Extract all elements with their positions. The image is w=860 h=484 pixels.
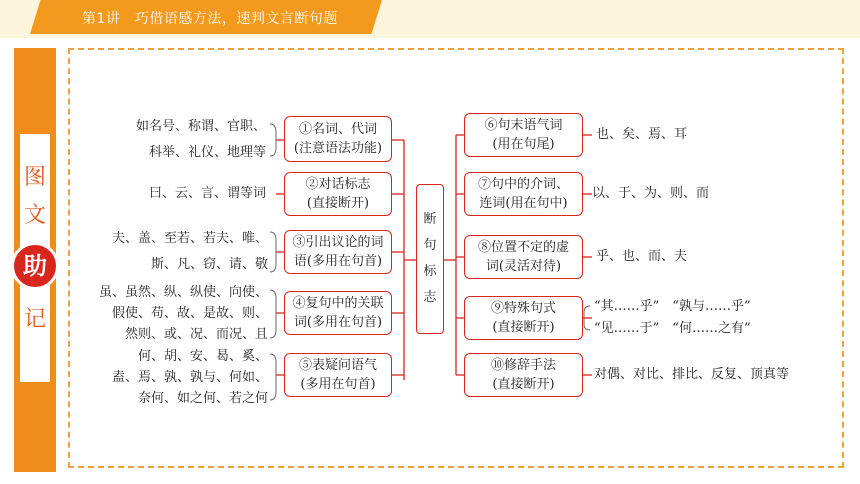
right-box-3-line-1: ⑧位置不定的虚 <box>477 240 569 255</box>
center-char-2: 句 <box>423 238 437 253</box>
left-box-4 <box>284 291 392 335</box>
right-box-5-line-2: (直接断开) <box>492 377 555 392</box>
left-text-2-line-1: 曰、云、言、谓等词 <box>148 186 266 201</box>
right-text-4-line-2: “见……于” “何……之有” <box>594 321 751 336</box>
right-box-5-line-1: ⑩修辞手法 <box>490 358 556 373</box>
left-box-4-line-1: ④复句中的关联 <box>292 296 384 311</box>
right-text-3-line-1: 乎、也、而、夫 <box>596 249 688 264</box>
left-text-3-line-2: 斯、凡、窃、请、敬 <box>150 257 268 272</box>
right-text-2-line-1: 以、于、为、则、而 <box>592 186 710 201</box>
right-text-5 <box>594 364 789 386</box>
left-box-2 <box>284 172 392 216</box>
side-char-2: 文 <box>23 203 46 228</box>
left-text-4-line-2: 假使、苟、故、是故、则、 <box>111 306 268 321</box>
left-box-3 <box>284 230 392 274</box>
left-text-3 <box>112 226 268 278</box>
side-char-4: 记 <box>23 307 46 332</box>
left-text-5-line-3: 奈何、如之何、若之何 <box>137 391 268 406</box>
left-box-2-line-1: ②对话标志 <box>305 177 371 192</box>
right-box-5 <box>464 353 583 397</box>
right-text-4 <box>594 296 751 340</box>
right-box-2-line-1: ⑦句中的介词、 <box>477 177 569 192</box>
side-char-3: 助 <box>23 251 47 280</box>
left-box-5 <box>284 353 392 397</box>
right-box-1-line-2: (用在句尾) <box>492 137 555 152</box>
left-box-1-line-2: (注意语法功能) <box>293 141 383 156</box>
left-text-5-line-1: 何、胡、安、曷、奚、 <box>137 349 268 364</box>
right-text-2 <box>592 183 709 205</box>
center-box <box>416 184 444 334</box>
center-char-1: 断 <box>423 212 437 227</box>
center-char-3: 标 <box>423 264 437 279</box>
left-text-4 <box>99 282 268 345</box>
left-box-1 <box>284 116 392 162</box>
right-text-5-line-1: 对偶、对比、排比、反复、顶真等 <box>594 367 790 382</box>
right-box-2-line-2: 连词(用在句中) <box>479 196 568 211</box>
left-box-2-line-2: (直接断开) <box>306 196 370 211</box>
right-text-3 <box>596 246 687 268</box>
page-title: 第1讲 巧借语感方法，速判文言断句题 <box>82 11 338 27</box>
right-text-1 <box>596 124 687 146</box>
left-box-5-line-2: (多用在句首) <box>300 377 376 392</box>
left-text-3-line-1: 夫、盖、至若、若夫、唯、 <box>111 231 268 246</box>
left-text-1-line-2: 科举、礼仪、地理等 <box>148 145 266 160</box>
left-box-3-line-1: ③引出议论的词 <box>292 235 384 250</box>
left-text-5-line-2: 盍、焉、孰、孰与、何如、 <box>111 370 268 385</box>
right-box-4-line-1: ⑨特殊句式 <box>490 301 556 316</box>
left-box-5-line-1: ⑤表疑问语气 <box>298 358 377 373</box>
left-text-5 <box>112 346 268 409</box>
right-box-2 <box>464 172 583 216</box>
right-box-3 <box>464 235 583 279</box>
right-text-4-line-1: “其……乎” “孰与……乎” <box>594 299 751 314</box>
left-box-3-line-2: 语(多用在句首) <box>293 254 383 269</box>
left-text-4-line-1: 虽、虽然、纵、纵使、向使、 <box>98 285 268 300</box>
center-char-4: 志 <box>423 290 437 305</box>
left-box-1-line-1: ①名词、代词 <box>298 122 377 137</box>
right-text-1-line-1: 也、矣、焉、耳 <box>596 127 688 142</box>
right-box-3-line-2: 词(灵活对待) <box>485 259 562 274</box>
left-text-2 <box>149 181 266 207</box>
right-box-4-line-2: (直接断开) <box>492 320 555 335</box>
left-text-4-line-3: 然则、或、况、而况、且 <box>124 327 268 342</box>
left-text-1-line-1: 如名号、称谓、官职、 <box>135 119 266 134</box>
right-box-4 <box>464 296 583 340</box>
left-box-4-line-2: 词(多用在句首) <box>293 315 383 330</box>
right-box-1 <box>464 113 583 157</box>
right-box-1-line-1: ⑥句末语气词 <box>484 118 563 133</box>
left-text-1 <box>136 114 266 166</box>
side-char-1: 图 <box>23 165 46 190</box>
